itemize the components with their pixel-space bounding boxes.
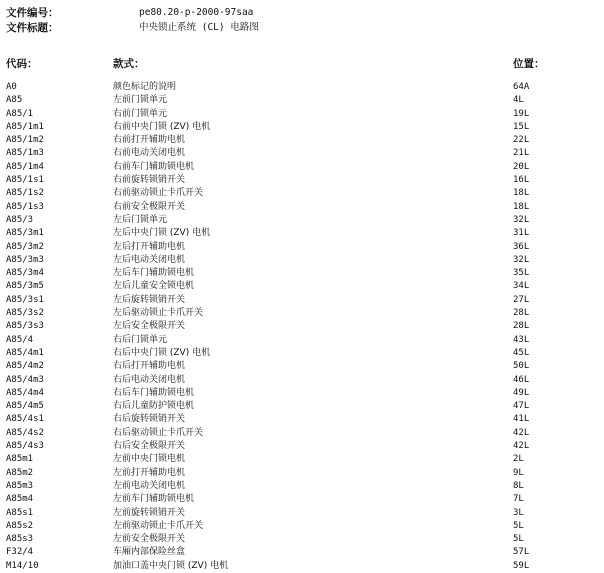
row-code: A85/3s1 xyxy=(6,294,44,305)
row-name: 右后车门辅助锁电机 xyxy=(113,387,195,398)
table-row xyxy=(0,294,604,307)
file-number-value: pe80.20-p-2000-97saa xyxy=(139,7,254,18)
table-row xyxy=(0,413,604,426)
component-table xyxy=(0,81,604,573)
row-name: 右前驱动锁止卡爪开关 xyxy=(113,188,204,199)
row-position: 50L xyxy=(513,361,530,372)
file-title-value: 中央锁止系统 (CL) 电路图 xyxy=(139,22,259,33)
row-code: A85/4m4 xyxy=(6,387,44,398)
table-header xyxy=(0,56,604,72)
row-code: A85m1 xyxy=(6,454,34,465)
row-code: A85/1s2 xyxy=(6,188,44,199)
row-code: A85/4 xyxy=(6,334,34,345)
row-code: A85s1 xyxy=(6,507,34,518)
row-code: A85/4s1 xyxy=(6,414,44,425)
row-position: 41L xyxy=(513,414,530,425)
table-row xyxy=(0,347,604,360)
row-name: 左前车门辅助锁电机 xyxy=(113,494,195,505)
row-position: 18L xyxy=(513,188,530,199)
row-code: A85m2 xyxy=(6,467,34,478)
row-code: A85/4m3 xyxy=(6,374,44,385)
row-name: 左前驱动锁止卡爪开关 xyxy=(113,520,204,531)
row-name: 右后中央门锁 (ZV) 电机 xyxy=(113,347,211,358)
row-position: 42L xyxy=(513,441,530,452)
table-row xyxy=(0,360,604,373)
row-name: 左后打开辅助电机 xyxy=(113,241,186,252)
row-name: 右后门锁单元 xyxy=(113,334,168,345)
table-row xyxy=(0,520,604,533)
row-position: 57L xyxy=(513,547,530,558)
row-name: 右前打开辅助电机 xyxy=(113,135,186,146)
row-position: 28L xyxy=(513,321,530,332)
row-position: 18L xyxy=(513,201,530,212)
row-name: 左后旋转锁销开关 xyxy=(113,294,186,305)
row-position: 47L xyxy=(513,401,530,412)
row-code: A85m4 xyxy=(6,494,34,505)
row-code: A85/4s2 xyxy=(6,427,44,438)
file-number-label: 文件编号： xyxy=(6,7,59,19)
row-code: A85/1s1 xyxy=(6,175,44,186)
row-name: 左前电动关闭电机 xyxy=(113,480,186,491)
row-code: A85/4m1 xyxy=(6,347,44,358)
row-position: 8L xyxy=(513,480,524,491)
row-code: A85/4s3 xyxy=(6,441,44,452)
table-row xyxy=(0,307,604,320)
row-position: 32L xyxy=(513,214,530,225)
row-position: 32L xyxy=(513,254,530,265)
row-code: A85/3s3 xyxy=(6,321,44,332)
row-code: A85/3m1 xyxy=(6,228,44,239)
row-name: 颜色标记的说明 xyxy=(113,82,177,92)
row-name: 右后打开辅助电机 xyxy=(113,361,186,372)
row-position: 4L xyxy=(513,95,524,106)
row-name: 加油口盖中央门锁 (ZV) 电机 xyxy=(113,560,229,571)
table-row xyxy=(0,121,604,134)
row-position: 19L xyxy=(513,108,530,119)
row-position: 43L xyxy=(513,334,530,345)
row-name: 右后驱动锁止卡爪开关 xyxy=(113,427,204,438)
row-name: 右后儿童防护锁电机 xyxy=(113,401,195,412)
row-name: 左前打开辅助电机 xyxy=(113,467,186,478)
row-name: 右后电动关闭电机 xyxy=(113,374,186,385)
row-name: 左后车门辅助锁电机 xyxy=(113,268,195,279)
table-row xyxy=(0,227,604,240)
row-name: 右前门锁单元 xyxy=(113,108,168,119)
table-row xyxy=(0,108,604,121)
row-name: 右前电动关闭电机 xyxy=(113,148,186,159)
row-position: 31L xyxy=(513,228,530,239)
row-position: 36L xyxy=(513,241,530,252)
table-row xyxy=(0,560,604,573)
table-row xyxy=(0,280,604,293)
table-row xyxy=(0,241,604,254)
table-row xyxy=(0,81,604,94)
row-position: 46L xyxy=(513,374,530,385)
row-name: 右后安全极限开关 xyxy=(113,441,186,452)
row-code: A85/1s3 xyxy=(6,201,44,212)
table-row xyxy=(0,387,604,400)
row-code: A85s3 xyxy=(6,534,34,545)
table-row xyxy=(0,201,604,214)
row-name: 左后门锁单元 xyxy=(113,214,168,225)
row-code: M14/10 xyxy=(6,560,39,571)
row-position: 28L xyxy=(513,308,530,319)
row-position: 27L xyxy=(513,294,530,305)
row-name: 左后中央门锁 (ZV) 电机 xyxy=(113,228,211,239)
row-position: 21L xyxy=(513,148,530,159)
row-code: A85/1m3 xyxy=(6,148,44,159)
table-row xyxy=(0,427,604,440)
row-name: 右前安全极限开关 xyxy=(113,201,186,212)
row-code: A85/3m3 xyxy=(6,254,44,265)
row-name: 左前安全极限开关 xyxy=(113,534,186,545)
row-code: A85/1m2 xyxy=(6,135,44,146)
row-code: A85m3 xyxy=(6,480,34,491)
row-position: 3L xyxy=(513,507,524,518)
table-row xyxy=(0,187,604,200)
row-code: A85/3 xyxy=(6,214,34,225)
row-code: A85/3m5 xyxy=(6,281,44,292)
row-position: 22L xyxy=(513,135,530,146)
row-code: A85 xyxy=(6,95,23,106)
row-name: 左后驱动锁止卡爪开关 xyxy=(113,308,204,319)
row-code: A85s2 xyxy=(6,520,34,531)
table-row xyxy=(0,267,604,280)
table-row xyxy=(0,161,604,174)
column-header-code: 代码： xyxy=(6,58,38,70)
table-row xyxy=(0,546,604,559)
row-name: 右前旋转锁销开关 xyxy=(113,175,186,186)
row-code: A85/4m2 xyxy=(6,361,44,372)
row-code: F32/4 xyxy=(6,547,34,558)
table-row xyxy=(0,214,604,227)
row-position: 45L xyxy=(513,347,530,358)
table-row xyxy=(0,480,604,493)
row-code: A85/1m1 xyxy=(6,121,44,132)
row-position: 49L xyxy=(513,387,530,398)
row-name: 车厢内部保险丝盒 xyxy=(113,547,186,558)
table-row xyxy=(0,400,604,413)
table-row xyxy=(0,320,604,333)
row-code: A85/4m5 xyxy=(6,401,44,412)
row-code: A85/1 xyxy=(6,108,34,119)
row-position: 20L xyxy=(513,161,530,172)
table-row xyxy=(0,453,604,466)
row-name: 右后旋转锁销开关 xyxy=(113,414,186,425)
row-position: 15L xyxy=(513,121,530,132)
row-position: 35L xyxy=(513,268,530,279)
row-position: 7L xyxy=(513,494,524,505)
table-row xyxy=(0,507,604,520)
file-title-label: 文件标题： xyxy=(6,22,59,34)
table-row xyxy=(0,334,604,347)
row-position: 59L xyxy=(513,560,530,571)
row-name: 左后电动关闭电机 xyxy=(113,254,186,265)
table-row xyxy=(0,493,604,506)
row-name: 左前门锁单元 xyxy=(113,95,168,106)
row-name: 右前车门辅助锁电机 xyxy=(113,161,195,172)
table-row xyxy=(0,467,604,480)
row-code: A85/3m2 xyxy=(6,241,44,252)
row-name: 左前中央门锁电机 xyxy=(113,454,186,465)
column-header-name: 款式： xyxy=(113,58,145,70)
column-header-position: 位置： xyxy=(513,58,545,70)
table-row xyxy=(0,134,604,147)
table-row xyxy=(0,374,604,387)
row-position: 5L xyxy=(513,520,524,531)
row-position: 9L xyxy=(513,467,524,478)
row-code: A85/1m4 xyxy=(6,161,44,172)
table-row xyxy=(0,174,604,187)
row-code: A0 xyxy=(6,82,17,92)
row-position: 16L xyxy=(513,175,530,186)
row-code: A85/3m4 xyxy=(6,268,44,279)
row-position: 42L xyxy=(513,427,530,438)
table-row xyxy=(0,94,604,107)
table-row xyxy=(0,254,604,267)
table-row xyxy=(0,533,604,546)
table-row xyxy=(0,440,604,453)
row-code: A85/3s2 xyxy=(6,308,44,319)
table-row xyxy=(0,147,604,160)
row-name: 左前旋转锁销开关 xyxy=(113,507,186,518)
row-position: 34L xyxy=(513,281,530,292)
row-position: 64A xyxy=(513,82,530,92)
row-name: 左后儿童安全锁电机 xyxy=(113,281,195,292)
row-name: 左后安全极限开关 xyxy=(113,321,186,332)
row-name: 右前中央门锁 (ZV) 电机 xyxy=(113,121,211,132)
row-position: 5L xyxy=(513,534,524,545)
row-position: 2L xyxy=(513,454,524,465)
